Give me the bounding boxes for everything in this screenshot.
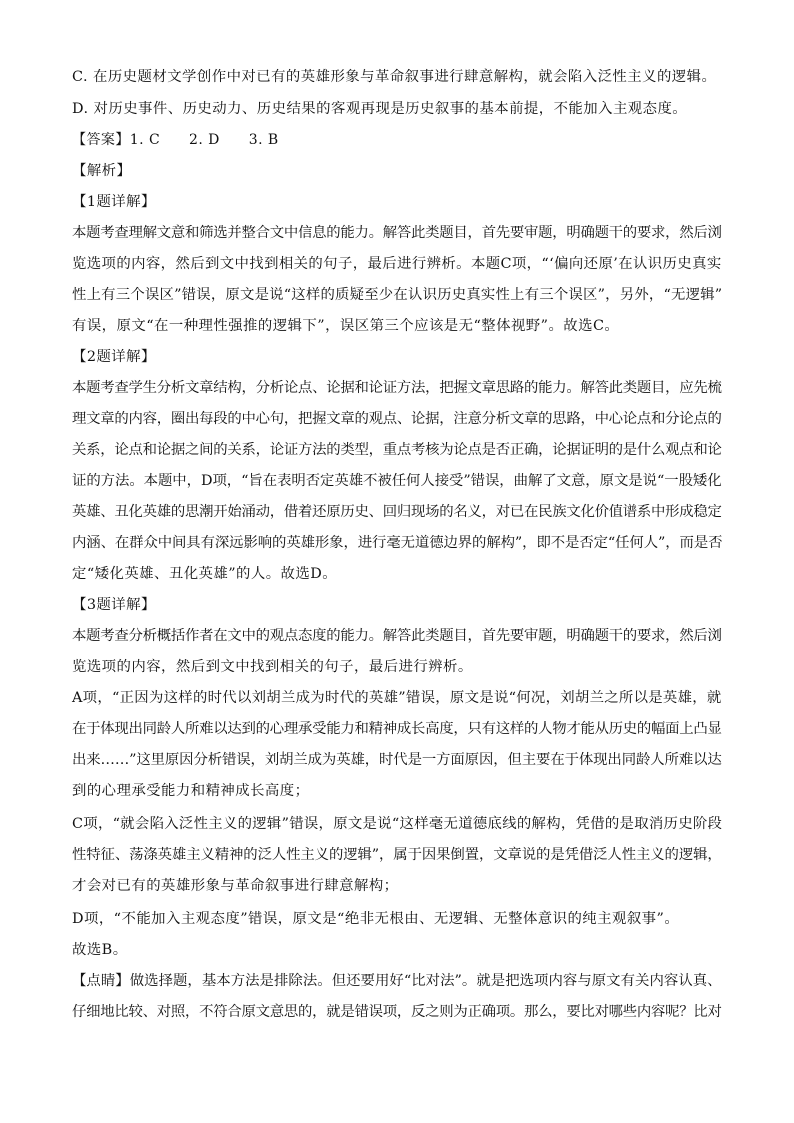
paragraph-line: 本题考查学生分析文章结构，分析论点、论据和论证方法，把握文章思路的能力。解答此类题目，应先梳 — [72, 380, 722, 396]
paragraph-line: 览选项的内容，然后到文中找到相关的句子，最后进行辨析。本题C项，“‘偏向还原’在认识历史真实 — [72, 256, 722, 272]
paragraph-line: A项，“正因为这样的时代以刘胡兰成为时代的英雄”错误，原文是说“何况，刘胡兰之所以是英雄，就 — [72, 690, 722, 706]
paragraph-line: 内涵、在群众中间具有深远影响的英雄形象，进行毫无道德边界的解构”，即不是否定“任何人”，而是否 — [72, 535, 723, 551]
paragraph-line: 本题考查分析概括作者在文中的观点态度的能力。解答此类题目，首先要审题，明确题干的要求，然后浏 — [72, 628, 722, 644]
paragraph-line: 定“矮化英雄、丑化英雄”的人。故选D。 — [72, 566, 338, 582]
paragraph-line: 有误，原文“在一种理性强推的逻辑下”，误区第三个应该是无“整体视野”。故选C。 — [72, 318, 620, 334]
paragraph-line: 览选项的内容，然后到文中找到相关的句子，最后进行辨析。 — [72, 659, 473, 675]
analysis-heading: 【解析】 — [72, 163, 132, 179]
paragraph-line: 出来……”这里原因分析错误，刘胡兰成为英雄，时代是一方面原因，但主要在于体现出同龄人所难以达 — [72, 752, 722, 768]
option-d-line: D. 对历史事件、历史动力、历史结果的客观再现是历史叙事的基本前提，不能加入主观态度。 — [72, 101, 688, 117]
answer-line: 【答案】1. C 2. D 3. B — [72, 132, 279, 148]
paragraph-line: 才会对已有的英雄形象与革命叙事进行肆意解构； — [72, 878, 399, 894]
paragraph-line: 理文章的内容，圈出每段的中心句，把握文章的观点、论据，注意分析文章的思路，中心论点和分论点的 — [72, 411, 722, 427]
paragraph-line: 本题考查理解文意和筛选并整合文中信息的能力。解答此类题目，首先要审题，明确题干的要求，然后浏 — [72, 225, 722, 241]
paragraph-line: C项，“就会陷入泛性主义的逻辑”错误，原文是说“这样毫无道德底线的解构，凭借的是取消历史阶段 — [72, 816, 723, 832]
q1-heading: 【1题详解】 — [72, 194, 156, 210]
paragraph-line: 性特征、荡涤英雄主义精神的泛人性主义的逻辑”，属于因果倒置，文章说的是凭借泛人性主义的逻辑， — [72, 847, 722, 863]
q3-heading: 【3题详解】 — [72, 597, 156, 613]
paragraph-line: 性上有三个误区”错误，原文是说“这样的质疑至少在认识历史真实性上有三个误区”，另外，“无逻辑” — [72, 287, 723, 303]
paragraph-line: 关系，论点和论据之间的关系，论证方法的类型，重点考核为论点是否正确，论据证明的是什么观点和论 — [72, 442, 722, 458]
paragraph-line: 故选B。 — [72, 942, 128, 958]
tip-line: 仔细地比较、对照，不符合原文意思的，就是错误项，反之则为正确项。那么，要比对哪些内容呢？比对 — [72, 1004, 722, 1020]
paragraph-line: 在于体现出同龄人所难以达到的心理承受能力和精神成长高度，只有这样的人物才能从历史的幅面上凸显 — [72, 721, 722, 737]
q2-heading: 【2题详解】 — [72, 349, 156, 365]
paragraph-line: D项，“不能加入主观态度”错误，原文是“绝非无根由、无逻辑、无整体意识的纯主观叙事”。 — [72, 911, 680, 927]
paragraph-line: 英雄、丑化英雄的思潮开始涌动，借着还原历史、回归现场的名义，对已在民族文化价值谱系中形成稳定 — [72, 504, 722, 520]
paragraph-line: 到的心理承受能力和精神成长高度； — [72, 783, 310, 799]
paragraph-line: 证的方法。本题中，D项，“旨在表明否定英雄不被任何人接受”错误，曲解了文意，原文是说“一股矮化 — [72, 473, 722, 489]
option-c-line: C. 在历史题材文学创作中对已有的英雄形象与革命叙事进行肆意解构，就会陷入泛性主义的逻辑。 — [72, 69, 717, 85]
tip-line: 【点睛】做选择题，基本方法是排除法。但还要用好“比对法”。就是把选项内容与原文有关内容认真、 — [72, 973, 722, 989]
